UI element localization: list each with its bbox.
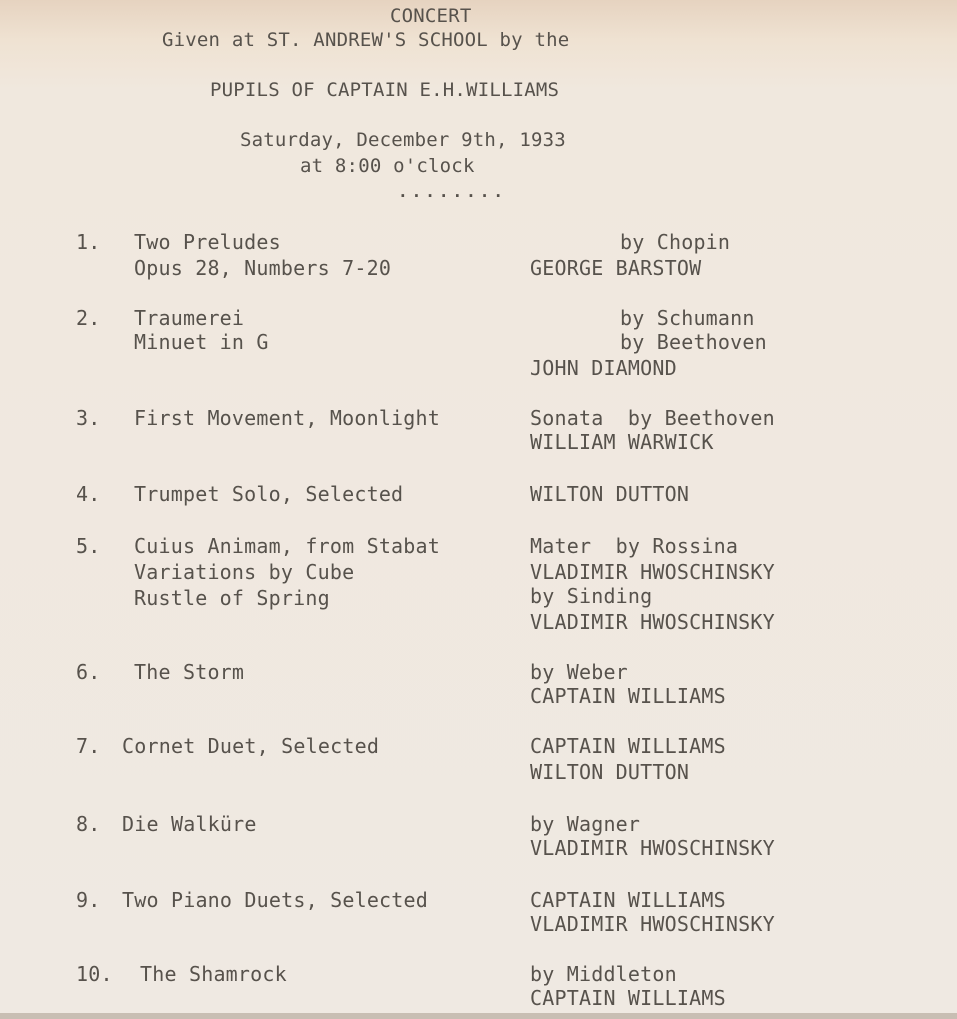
item-number: 6. xyxy=(76,660,101,684)
performer: GEORGE BARSTOW xyxy=(530,256,702,280)
piece-title: Variations by Cube xyxy=(134,560,355,584)
performer: VLADIMIR HWOSCHINSKY xyxy=(530,836,775,860)
divider-dots: ........ xyxy=(398,182,508,201)
item-number: 5. xyxy=(76,534,101,558)
performer: CAPTAIN WILLIAMS xyxy=(530,684,726,708)
time-line: at 8:00 o'clock xyxy=(300,155,475,177)
composer: Mater by Rossina xyxy=(530,534,739,558)
composer: by Beethoven xyxy=(620,330,767,354)
performer: CAPTAIN WILLIAMS xyxy=(530,986,726,1010)
composer: by Schumann xyxy=(620,306,755,330)
item-number: 4. xyxy=(76,482,101,506)
performer: CAPTAIN WILLIAMS xyxy=(530,888,726,912)
performer: JOHN DIAMOND xyxy=(530,356,677,380)
composer: by Weber xyxy=(530,660,628,684)
composer: by Wagner xyxy=(530,812,641,836)
performer: WILTON DUTTON xyxy=(530,760,690,784)
composer: by Chopin xyxy=(620,230,731,254)
composer: by Middleton xyxy=(530,962,677,986)
performer: VLADIMIR HWOSCHINSKY xyxy=(530,912,775,936)
piece-title: Minuet in G xyxy=(134,330,269,354)
piece-title: The Shamrock xyxy=(140,962,287,986)
performer: VLADIMIR HWOSCHINSKY xyxy=(530,610,775,634)
piece-title: Die Walküre xyxy=(122,812,257,836)
item-number: 10. xyxy=(76,962,113,986)
piece-title: Cornet Duet, Selected xyxy=(122,734,380,758)
piece-title: Traumerei xyxy=(134,306,245,330)
date-line: Saturday, December 9th, 1933 xyxy=(240,129,566,151)
item-number: 8. xyxy=(76,812,101,836)
performer: WILTON DUTTON xyxy=(530,482,690,506)
item-number: 7. xyxy=(76,734,101,758)
composer: by Sinding xyxy=(530,584,653,608)
piece-title: Cuius Animam, from Stabat xyxy=(134,534,441,558)
piece-title: Opus 28, Numbers 7-20 xyxy=(134,256,392,280)
piece-title: Rustle of Spring xyxy=(134,586,330,610)
program-title: CONCERT xyxy=(390,5,472,27)
composer: Sonata by Beethoven xyxy=(530,406,775,430)
given-line: Given at ST. ANDREW'S SCHOOL by the xyxy=(162,29,570,51)
performer: WILLIAM WARWICK xyxy=(530,430,714,454)
piece-title: The Storm xyxy=(134,660,245,684)
item-number: 1. xyxy=(76,230,101,254)
pupils-line: PUPILS OF CAPTAIN E.H.WILLIAMS xyxy=(210,79,560,101)
performer: VLADIMIR HWOSCHINSKY xyxy=(530,560,775,584)
piece-title: Trumpet Solo, Selected xyxy=(134,482,404,506)
piece-title: First Movement, Moonlight xyxy=(134,406,441,430)
item-number: 9. xyxy=(76,888,101,912)
piece-title: Two Preludes xyxy=(134,230,281,254)
item-number: 3. xyxy=(76,406,101,430)
performer: CAPTAIN WILLIAMS xyxy=(530,734,726,758)
item-number: 2. xyxy=(76,306,101,330)
piece-title: Two Piano Duets, Selected xyxy=(122,888,429,912)
